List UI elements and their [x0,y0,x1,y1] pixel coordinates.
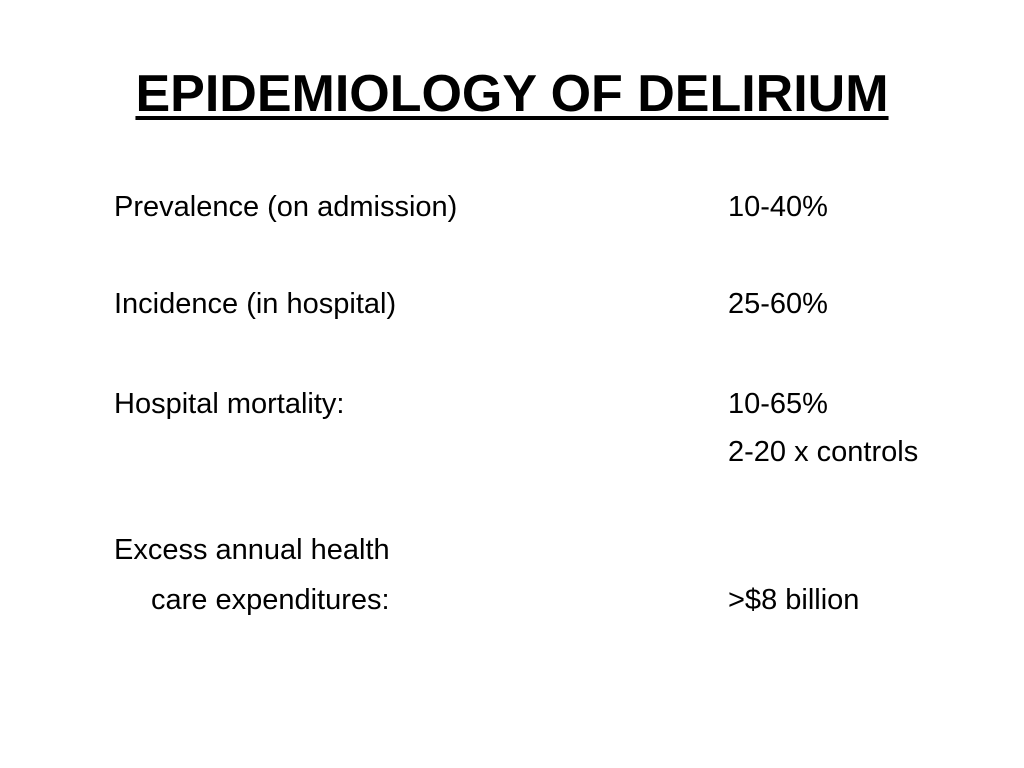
slide-title: EPIDEMIOLOGY OF DELIRIUM [135,65,889,123]
row-label: Incidence (in hospital) [114,288,397,320]
row-label: Hospital mortality: [114,388,345,420]
row-value-secondary: 2-20 x controls [728,436,919,468]
row-label: Prevalence (on admission) [114,191,458,223]
row-value: 25-60% [728,288,828,320]
row-value: >$8 billion [728,584,860,616]
row-label: Excess annual health [114,534,390,566]
row-label-continuation: care expenditures: [151,584,390,616]
row-value: 10-40% [728,191,828,223]
row-value: 10-65% [728,388,828,420]
